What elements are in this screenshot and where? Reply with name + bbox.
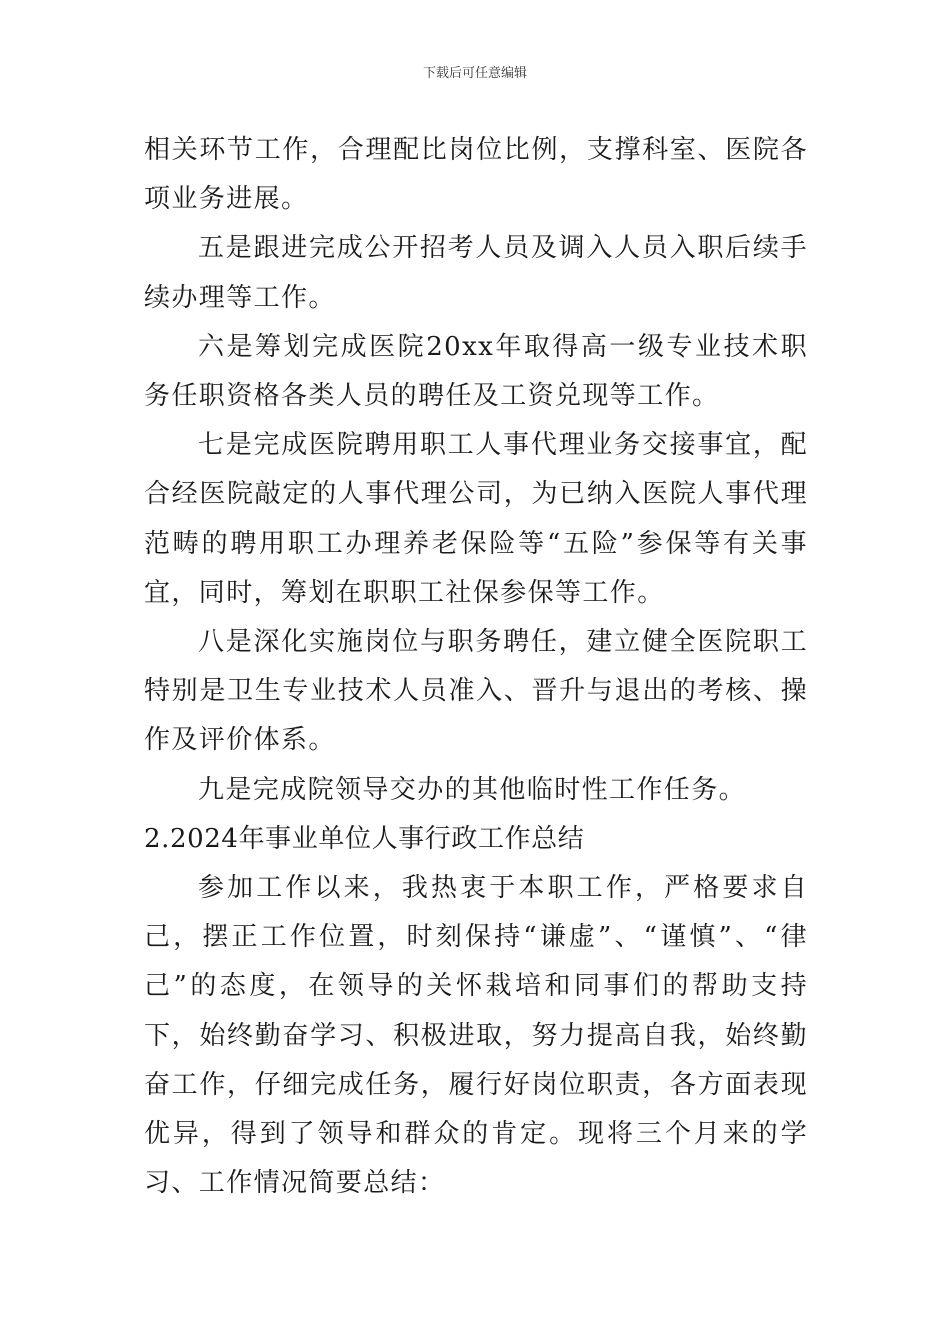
paragraph-item-eight: 八是深化实施岗位与职务聘任，建立健全医院职工特别是卫生专业技术人员准入、晋升与退出的考核、操作及评价体系。 <box>144 627 808 756</box>
page-header-note: 下载后可任意编辑 <box>422 66 527 81</box>
document-body <box>144 126 808 1208</box>
paragraph-item-five: 五是跟进完成公开招考人员及调入人员入职后续手续办理等工作。 <box>144 233 808 313</box>
section-heading: 2.2024年事业单位人事行政工作总结 <box>144 823 585 854</box>
paragraph-summary-intro: 参加工作以来，我热衷于本职工作，严格要求自己，摆正工作位置，时刻保持“谦虚”、“谨慎”、“律己”的态度，在领导的关怀栽培和同事们的帮助支持下，始终勤奋学习、积极进取，努力提高自我，始终勤奋工作，仔细完成任务，履行好岗位职责，各方面表现优异，得到了领导和群众的肯定。现将三个月来的学习、工作情况简要总结： <box>144 873 808 1199</box>
paragraph-item-seven: 七是完成医院聘用职工人事代理业务交接事宜，配合经医院敲定的人事代理公司，为已纳入医院人事代理范畴的聘用职工办理养老保险等“五险”参保等有关事宜，同时，筹划在职职工社保参保等工作。 <box>144 430 808 608</box>
paragraph-item-nine: 九是完成院领导交办的其他临时性工作任务。 <box>198 774 747 805</box>
paragraph-item-six: 六是筹划完成医院20xx年取得高一级专业技术职务任职资格各类人员的聘任及工资兑现等工作。 <box>144 331 808 412</box>
paragraph-continuation: 相关环节工作，合理配比岗位比例，支撑科室、医院各项业务进展。 <box>144 135 808 215</box>
